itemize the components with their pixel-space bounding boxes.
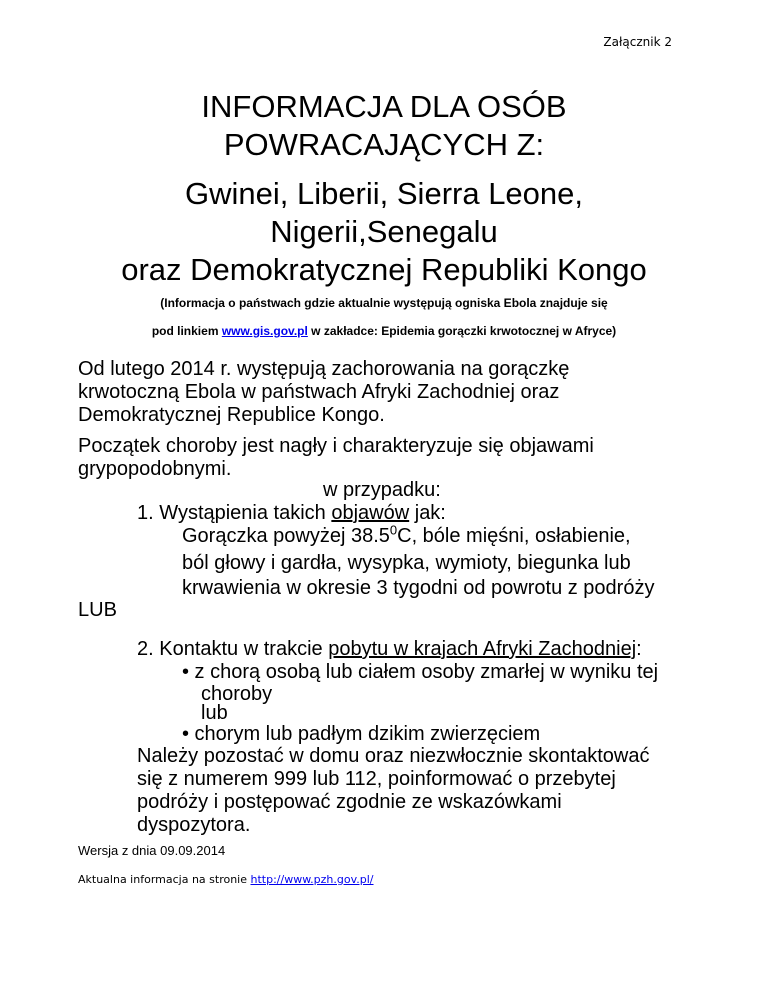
note-line-2-after: w zakładce: Epidemia gorączki krwotocznej w Afryce): [307, 324, 617, 338]
onset-line-1: Początek choroby jest nagły i charakteryzuje się objawami: [78, 435, 594, 457]
note-line-2: [0, 324, 768, 338]
degree-superscript: 0: [389, 522, 398, 538]
item-2-prefix: 2. Kontaktu w trakcie: [137, 638, 329, 660]
item-2-heading: [137, 637, 642, 661]
symptoms-line-1: [182, 524, 631, 548]
intro-line-2: krwotoczną Ebola w państwach Afryki Zachodniej oraz: [78, 381, 560, 403]
in-case-label: w przypadku:: [323, 479, 441, 501]
note-line-2-before: pod linkiem: [151, 324, 222, 338]
countries-line-1: Gwinei, Liberii, Sierra Leone,: [184, 176, 584, 211]
symptoms-line-1-a: Gorączka powyżej 38.5: [182, 525, 390, 547]
bullet-2: • chorym lub padłym dzikim zwierzęciem: [182, 723, 541, 745]
item-1-suffix: jak:: [409, 502, 446, 524]
title-line-1: INFORMACJA DLA OSÓB: [201, 89, 567, 124]
intro-line-1: Od lutego 2014 r. występują zachorowania na gorączkę: [78, 358, 570, 380]
note-line-1: (Informacja o państwach gdzie aktualnie występują ogniska Ebola znajduje się: [160, 296, 608, 310]
footer-line: [78, 873, 374, 886]
instruction-line-1: Należy pozostać w domu oraz niezwłocznie skontaktować: [137, 745, 650, 767]
symptoms-line-2: ból głowy i gardła, wysypka, wymioty, biegunka lub: [182, 552, 631, 574]
countries-line-2: Nigerii,Senegalu: [270, 214, 498, 249]
or-small-label: lub: [201, 702, 228, 724]
gis-link[interactable]: www.gis.gov.pl: [221, 324, 308, 338]
footer-prefix: Aktualna informacja na stronie: [78, 873, 251, 886]
bullet-1-line-1: • z chorą osobą lub ciałem osoby zmarłej w wyniku tej: [182, 661, 659, 683]
instruction-line-3: podróży i postępować zgodnie ze wskazówkami: [137, 791, 562, 813]
version-date: Wersja z dnia 09.09.2014: [78, 843, 226, 858]
item-1-underlined: objawów: [331, 502, 410, 524]
onset-line-2: grypopodobnymi.: [78, 458, 232, 480]
instruction-line-2: się z numerem 999 lub 112, poinformować o przebytej: [137, 768, 616, 790]
or-label: LUB: [78, 599, 117, 621]
item-1-prefix: 1. Wystąpienia takich: [137, 502, 332, 524]
title-line-2: POWRACAJĄCYCH Z:: [223, 127, 545, 162]
item-1-heading: [137, 501, 446, 525]
instruction-line-4: dyspozytora.: [137, 814, 251, 836]
attachment-label: Załącznik 2: [603, 35, 672, 49]
pzh-link[interactable]: http://www.pzh.gov.pl/: [250, 873, 374, 886]
symptoms-line-1-b: C, bóle mięśni, osłabienie,: [397, 525, 631, 547]
intro-line-3: Demokratycznej Republice Kongo.: [78, 404, 385, 426]
item-2-underlined: pobytu w krajach Afryki Zachodniej: [328, 638, 637, 660]
bullet-1-line-2: choroby: [201, 683, 273, 705]
symptoms-line-3: krwawienia w okresie 3 tygodni od powrotu z podróży: [182, 577, 655, 599]
item-2-suffix: :: [636, 638, 642, 660]
countries-line-3: oraz Demokratycznej Republiki Kongo: [121, 252, 647, 287]
